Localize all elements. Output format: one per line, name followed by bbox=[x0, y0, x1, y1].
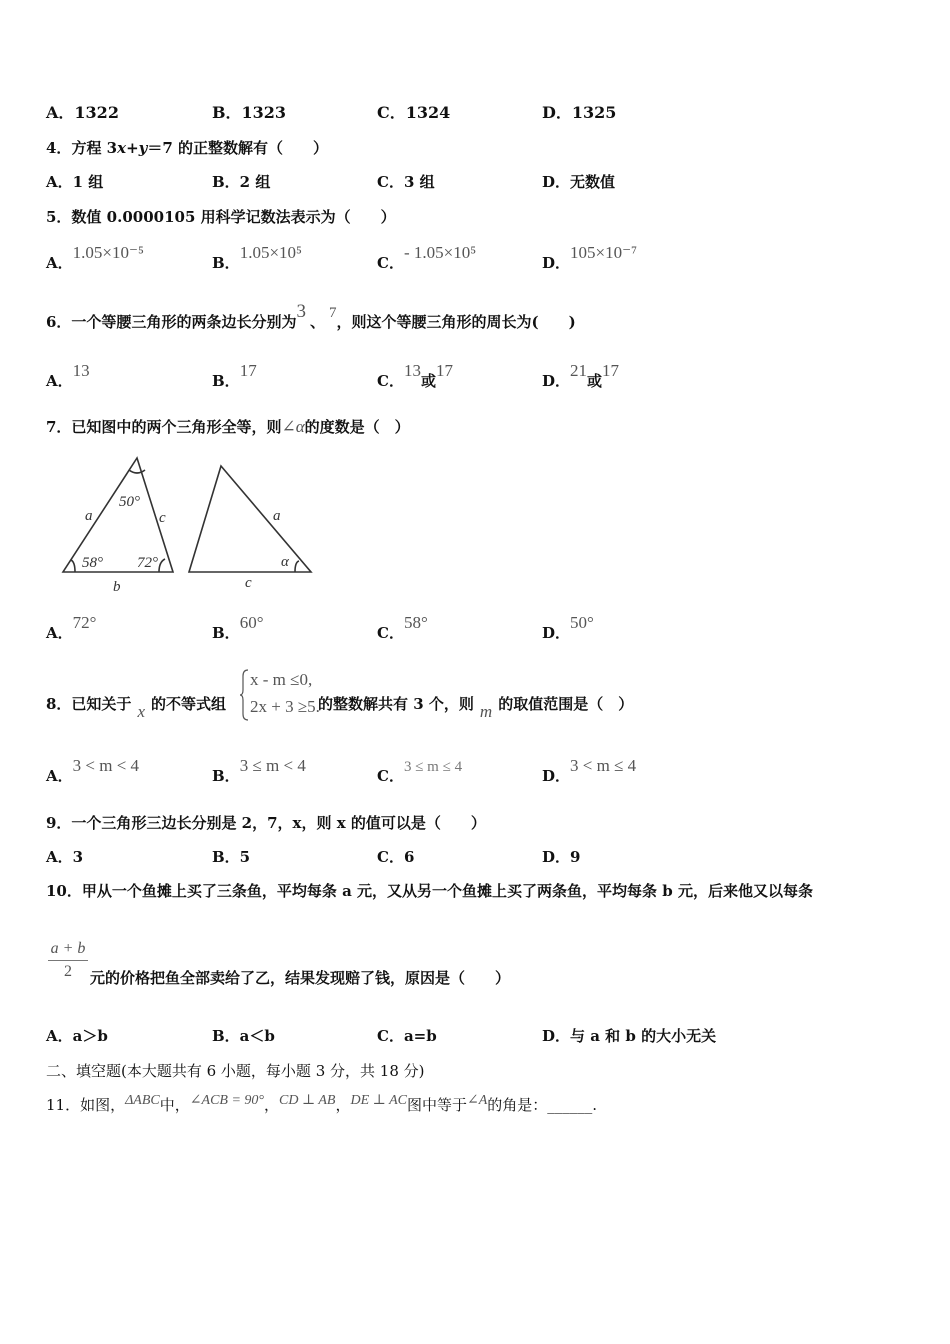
q5-value-c: - 1.05×10⁵ bbox=[403, 243, 477, 262]
q10-option-a[interactable]: A．a＞b bbox=[46, 1027, 108, 1045]
t1-angle-arc-right bbox=[159, 559, 165, 572]
q10-fraction-numerator: a + b bbox=[48, 940, 88, 961]
q3-option-c[interactable]: C．1324 bbox=[377, 103, 451, 122]
q7-stem bbox=[46, 416, 410, 437]
t1-angle-left: 58° bbox=[82, 555, 103, 571]
q7-label-d: D． bbox=[542, 624, 571, 642]
q11-text-3: ， bbox=[264, 1096, 280, 1114]
q5-label-a: A． bbox=[46, 254, 73, 272]
section-2-heading: 二、填空题(本大题共有 6 小题，每小题 3 分，共 18 分) bbox=[46, 1062, 425, 1080]
t1-side-a: a bbox=[85, 508, 93, 524]
q4-text-pre: 方程 3 bbox=[71, 139, 118, 157]
q5-option-a[interactable] bbox=[46, 243, 144, 273]
q8-value-b: 3 ≤ m < 4 bbox=[239, 756, 306, 775]
q7-value-c: 58° bbox=[403, 613, 428, 632]
q8-label-a: A． bbox=[46, 767, 73, 785]
q10-option-b[interactable]: B．a＜b bbox=[212, 1027, 275, 1045]
q6-or-value-d: 17 bbox=[602, 361, 620, 380]
q6-label-d: D． bbox=[542, 372, 571, 390]
q7-option-a[interactable] bbox=[46, 613, 97, 643]
q6-side-a: 3 bbox=[296, 301, 306, 322]
q6-value-a: 13 bbox=[72, 361, 90, 380]
q11-math-cd-perp-ab: CD ⊥ AB bbox=[279, 1093, 336, 1108]
q6-value-b: 17 bbox=[239, 361, 257, 380]
q6-or-d: 或 bbox=[587, 372, 603, 390]
q5-label-d: D． bbox=[542, 254, 571, 272]
q9-stem: 9．一个三角形三边长分别是 2，7，x，则 x 的值可以是（ ） bbox=[46, 814, 486, 832]
q5-stem: 5．数值 0.0000105 用科学记数法表示为（ ） bbox=[46, 208, 396, 226]
q11-text-4: ， bbox=[335, 1096, 351, 1114]
q11-text-1: 11．如图， bbox=[46, 1096, 126, 1114]
q4-var-x: x bbox=[117, 139, 127, 157]
q5-options bbox=[46, 243, 886, 276]
q8-system-brace bbox=[240, 668, 250, 722]
q6-label-b: B． bbox=[212, 372, 240, 390]
q10-fraction bbox=[48, 940, 88, 981]
q8-text-pre: 8．已知关于 bbox=[46, 695, 132, 713]
q4-number: 4． bbox=[46, 139, 72, 157]
q8-var-m: m bbox=[479, 702, 493, 721]
q8-option-a[interactable] bbox=[46, 756, 140, 786]
q8-value-d: 3 < m ≤ 4 bbox=[570, 756, 637, 775]
q4-options bbox=[46, 171, 886, 195]
t1-angle-right: 72° bbox=[137, 555, 158, 571]
q6-option-d[interactable] bbox=[542, 361, 620, 391]
q7-option-c[interactable] bbox=[377, 613, 428, 643]
q7-options bbox=[46, 613, 886, 646]
q6-option-a[interactable] bbox=[46, 361, 90, 391]
q8-stem bbox=[46, 693, 634, 721]
q6-label-a: A． bbox=[46, 372, 73, 390]
q9-option-a[interactable]: A．3 bbox=[46, 848, 84, 866]
q8-label-d: D． bbox=[542, 767, 571, 785]
q7-option-d[interactable] bbox=[542, 613, 594, 643]
q9-option-b[interactable]: B．5 bbox=[212, 848, 251, 866]
q5-label-c: C． bbox=[377, 254, 404, 272]
q8-text-mid: 的不等式组 bbox=[151, 695, 227, 713]
q8-value-a: 3 < m < 4 bbox=[72, 756, 140, 775]
q8-text-mid2: 的整数解共有 3 个，则 bbox=[318, 695, 474, 713]
q4-option-b[interactable]: B．2 组 bbox=[212, 173, 271, 191]
q4-stem bbox=[46, 137, 328, 158]
q5-option-c[interactable] bbox=[377, 243, 477, 273]
q11-text-5: 图中等于 bbox=[406, 1096, 467, 1114]
q4-option-c[interactable]: C．3 组 bbox=[377, 173, 435, 191]
q6-text-post: ，则这个等腰三角形的周长为( ) bbox=[336, 313, 576, 331]
q8-options bbox=[46, 756, 886, 789]
q10-options bbox=[46, 1025, 886, 1049]
q6-value-d: 21 bbox=[570, 361, 588, 380]
q11-stem bbox=[46, 1094, 597, 1115]
q8-var-x: x bbox=[137, 702, 145, 721]
q7-angle-alpha: ∠α bbox=[281, 417, 305, 436]
t2-angle-alpha: α bbox=[281, 554, 289, 570]
q5-value-a: 1.05×10⁻⁵ bbox=[72, 243, 144, 262]
q5-option-d[interactable] bbox=[542, 243, 638, 273]
q6-sep: 、 bbox=[309, 313, 325, 331]
q8-option-b[interactable] bbox=[212, 756, 306, 786]
t1-side-c: c bbox=[159, 510, 166, 526]
q3-option-a[interactable]: A．1322 bbox=[46, 103, 119, 122]
q10-fraction-denominator: 2 bbox=[64, 963, 72, 980]
q4-option-d[interactable]: D．无数值 bbox=[542, 173, 616, 191]
q6-value-c: 13 bbox=[403, 361, 421, 380]
q6-options bbox=[46, 361, 886, 394]
q5-label-b: B． bbox=[212, 254, 240, 272]
q6-or-c: 或 bbox=[420, 372, 436, 390]
q5-option-b[interactable] bbox=[212, 243, 302, 273]
q8-label-b: B． bbox=[212, 767, 240, 785]
q10-stem-line-1: 10．甲从一个鱼摊上买了三条鱼，平均每条 a 元，又从另一个鱼摊上买了两条鱼，平均每条 b 元，后来他又以每条 bbox=[46, 882, 813, 900]
q6-option-c[interactable] bbox=[377, 361, 453, 391]
q8-value-c: 3 ≤ m ≤ 4 bbox=[403, 759, 463, 775]
q8-text-post: 的取值范围是（ ） bbox=[498, 695, 634, 713]
q5-value-b: 1.05×10⁵ bbox=[239, 243, 302, 262]
q3-option-b[interactable]: B．1323 bbox=[212, 103, 287, 122]
q10-stem-line-2: 元的价格把鱼全部卖给了乙，结果发现赔了钱，原因是（ ） bbox=[90, 969, 511, 987]
t1-angle-arc-left bbox=[71, 560, 75, 572]
q6-side-b: 7 bbox=[328, 305, 337, 321]
q7-value-b: 60° bbox=[239, 613, 264, 632]
q7-value-d: 50° bbox=[570, 613, 594, 632]
q9-option-d[interactable]: D．9 bbox=[542, 848, 581, 866]
q7-option-b[interactable] bbox=[212, 613, 264, 643]
q6-text-pre: 6．一个等腰三角形的两条边长分别为 bbox=[46, 313, 297, 331]
t1-side-b: b bbox=[113, 579, 121, 594]
q5-value-d: 105×10⁻⁷ bbox=[570, 243, 638, 262]
q4-plus: + bbox=[126, 139, 139, 157]
q7-text-pre: 7．已知图中的两个三角形全等，则 bbox=[46, 418, 282, 436]
t2-angle-arc bbox=[295, 561, 299, 572]
q10-option-c[interactable]: C．a=b bbox=[377, 1027, 437, 1045]
t2-side-a: a bbox=[273, 508, 281, 524]
q11-math-angle-acb: ∠ACB = 90° bbox=[189, 1093, 264, 1108]
q6-stem bbox=[46, 301, 576, 333]
q11-math-de-perp-ac: DE ⊥ AC bbox=[350, 1093, 407, 1108]
q6-or-value-c: 17 bbox=[435, 361, 453, 380]
triangle-2 bbox=[189, 466, 311, 572]
q4-text-post: ＝7 的正整数解有（ ） bbox=[147, 139, 329, 157]
t1-angle-top: 50° bbox=[119, 494, 140, 510]
q3-options bbox=[46, 100, 886, 124]
q8-option-c[interactable] bbox=[377, 759, 463, 786]
q11-text-2: 中， bbox=[159, 1096, 190, 1114]
q11-math-triangle: ΔABC bbox=[125, 1093, 160, 1108]
q6-label-c: C． bbox=[377, 372, 404, 390]
q4-option-a[interactable]: A．1 组 bbox=[46, 173, 104, 191]
q11-math-angle-a: ∠A bbox=[466, 1093, 488, 1108]
q6-option-b[interactable] bbox=[212, 361, 257, 391]
q8-system-line-2: 2x + 3 ≥5. bbox=[250, 697, 320, 716]
q7-label-c: C． bbox=[377, 624, 404, 642]
t2-side-c: c bbox=[245, 575, 252, 591]
q4-var-y: y bbox=[138, 139, 148, 157]
q8-option-d[interactable] bbox=[542, 756, 637, 786]
q8-system-line-1: x - m ≤0, bbox=[250, 670, 313, 689]
q9-options bbox=[46, 846, 886, 870]
t1-angle-arc-top bbox=[129, 470, 145, 473]
q3-option-d[interactable]: D．1325 bbox=[542, 103, 617, 122]
q7-label-b: B． bbox=[212, 624, 240, 642]
q7-value-a: 72° bbox=[72, 613, 97, 632]
q10-option-d[interactable]: D．与 a 和 b 的大小无关 bbox=[542, 1027, 717, 1045]
q7-text-post: 的度数是（ ） bbox=[304, 418, 410, 436]
q8-label-c: C． bbox=[377, 767, 404, 785]
q7-triangles-figure bbox=[55, 452, 320, 594]
q11-answer-blank[interactable]: 的角是：______. bbox=[487, 1096, 598, 1114]
q9-option-c[interactable]: C．6 bbox=[377, 848, 415, 866]
q7-label-a: A． bbox=[46, 624, 73, 642]
